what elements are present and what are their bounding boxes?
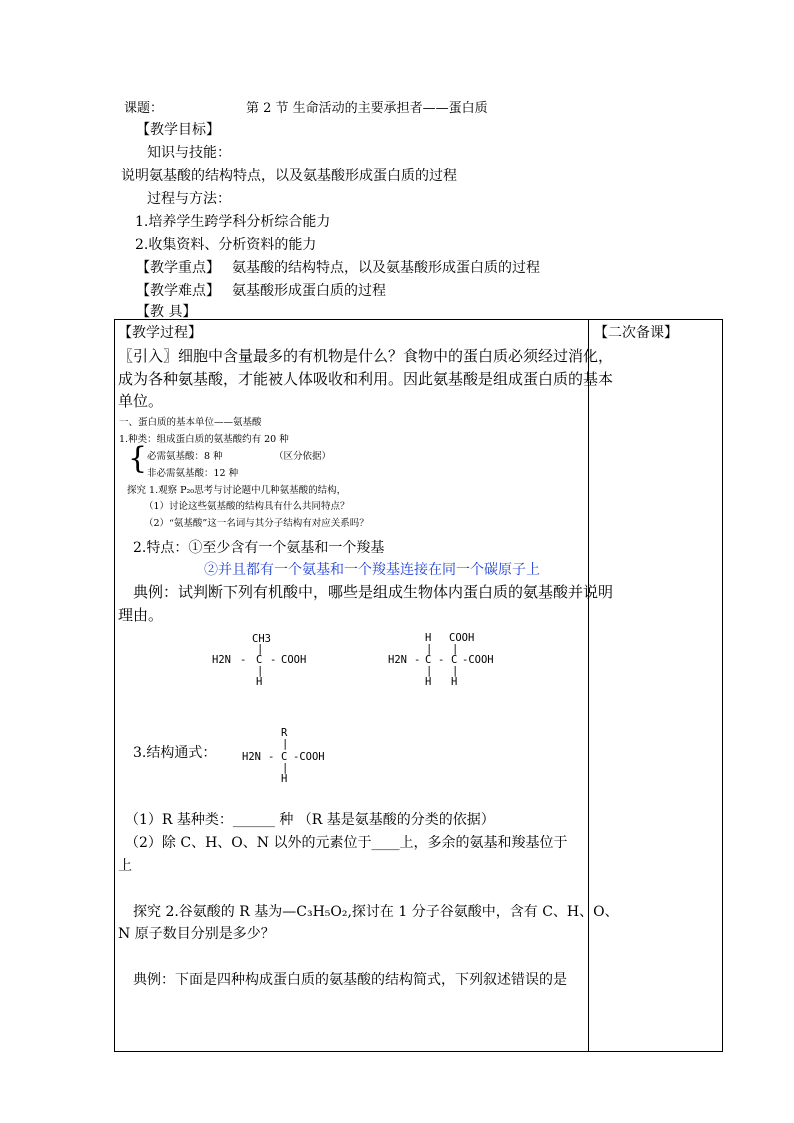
table-divider	[588, 319, 589, 1051]
difficulty-text: 氨基酸形成蛋白质的过程	[232, 283, 386, 299]
explore1-question-2: （2）“氨基酸”这一名词与其分子结构有对应关系吗？	[144, 518, 369, 529]
elements-position	[125, 832, 567, 852]
example1-line-1: 典例：试判断下列有机酸中，哪些是组成生物体内蛋白质的氨基酸并说明	[133, 583, 614, 601]
process-item-1: 1.培养学生跨学科分析综合能力	[135, 214, 331, 230]
gf-bottom-h: H	[281, 773, 288, 785]
m1-top-group: CH3	[252, 633, 271, 645]
intro-line-2: 成为各种氨基酸，才能被人体吸收和利用。因此氨基酸是组成蛋白质的基本	[118, 370, 614, 388]
knowledge-text: 说明氨基酸的结构特点，以及氨基酸形成蛋白质的过程	[121, 168, 457, 184]
knowledge-heading: 知识与技能：	[147, 145, 231, 161]
m2-bond-top-2: |	[452, 643, 459, 655]
m2-bond-bottom-2: |	[452, 665, 459, 677]
m2-bond-middle: -	[438, 654, 445, 666]
m1-bond-right: -	[270, 654, 277, 666]
r-types-prefix: （1）R 基种类：	[125, 812, 233, 828]
gf-bond-left: -	[268, 751, 275, 763]
explore1-question-1: （1）讨论这些氨基酸的结构具有什么共同特点？	[144, 501, 350, 512]
left-column-heading: 【教学过程】	[118, 325, 202, 341]
process-heading: 过程与方法：	[147, 191, 231, 207]
feature-2: ②并且都有一个氨基和一个羧基连接在同一个碳原子上	[204, 562, 540, 578]
topic-label: 课题：	[124, 101, 164, 116]
essential-aa: 必需氨基酸：8 种	[147, 451, 223, 462]
section1-types: 1.种类：组成蛋白质的氨基酸约有 20 种	[119, 434, 289, 445]
gf-amino-group: H2N	[242, 751, 261, 763]
goals-heading: 【教学目标】	[136, 122, 220, 138]
difficulty-label: 【教学难点】	[136, 283, 220, 299]
topic-title: 第 2 节 生命活动的主要承担者——蛋白质	[246, 101, 488, 116]
intro-line-1: 〖引入〗细胞中含量最多的有机物是什么？食物中的蛋白质必须经过消化，	[118, 347, 614, 365]
example2-text: 典例：下面是四种构成蛋白质的氨基酸的结构简式，下列叙述错误的是	[133, 972, 567, 988]
m2-top-cooh: COOH	[449, 632, 475, 644]
process-item-2: 2.收集资料、分析资料的能力	[135, 237, 317, 253]
elements-prefix: （2）除 C、H、O、N 以外的元素位于	[125, 835, 372, 851]
m2-bond-left: -	[414, 654, 421, 666]
m1-bond-top: |	[257, 643, 264, 655]
gf-carboxyl-group: -COOH	[293, 751, 325, 763]
m1-bottom-group: H	[256, 676, 263, 688]
gf-r-group: R	[281, 727, 288, 739]
m2-carbon-1: C	[425, 654, 432, 666]
m2-bond-bottom-1: |	[426, 665, 433, 677]
m1-bond-left: -	[240, 654, 247, 666]
elements-suffix: 上，多余的氨基和羧基位于	[399, 835, 568, 851]
example1-line-2: 理由。	[118, 606, 164, 624]
m1-bond-bottom: |	[257, 665, 264, 677]
key-point-text: 氨基酸的结构特点，以及氨基酸形成蛋白质的过程	[232, 260, 540, 276]
m2-right-group: -COOH	[462, 654, 494, 666]
m1-right-group: COOH	[281, 654, 307, 666]
right-column-heading: 【二次备课】	[594, 325, 678, 341]
nonessential-aa: 非必需氨基酸：12 种	[147, 468, 239, 479]
elements-continuation: 上	[118, 858, 132, 874]
key-point-label: 【教学重点】	[136, 260, 220, 276]
explore2-line-1: 探究 2.谷氨酸的 R 基为—C₃H₅O₂,探讨在 1 分子谷氨酸中，含有 C、H、O、	[133, 904, 619, 920]
m2-top-h: H	[425, 632, 432, 644]
gf-bond-top: |	[282, 738, 289, 750]
r-types-blank: ______	[232, 812, 275, 828]
general-formula-label: 3.结构通式：	[133, 745, 217, 761]
gf-bond-bottom: |	[282, 762, 289, 774]
m2-carbon-2: C	[451, 654, 458, 666]
explore1-text: 探究 1.观察 P₂₀思考与讨论题中几种氨基酸的结构，	[127, 485, 347, 496]
m2-bond-top-1: |	[426, 643, 433, 655]
explore2-line-2: N 原子数目分别是多少？	[118, 926, 275, 942]
r-group-types	[125, 809, 495, 829]
brace-icon: {	[128, 441, 148, 476]
r-types-suffix: 种 （R 基是氨基酸的分类的依据）	[274, 812, 495, 828]
tools-label: 【教 具】	[136, 304, 197, 320]
intro-line-3: 单位。	[118, 392, 164, 410]
m1-left-group: H2N	[212, 654, 231, 666]
elements-blank: ____	[371, 835, 400, 851]
m2-bottom-h-2: H	[451, 676, 458, 688]
feature-1: 2.特点：①至少含有一个氨基和一个羧基	[133, 540, 385, 556]
m2-bottom-h-1: H	[425, 676, 432, 688]
gf-center-carbon: C	[281, 751, 288, 763]
m2-left-group: H2N	[388, 654, 407, 666]
classification-basis: （区分依据）	[274, 451, 332, 462]
section1-title: 一、蛋白质的基本单位——氨基酸	[119, 417, 262, 428]
m1-center-carbon: C	[256, 654, 263, 666]
